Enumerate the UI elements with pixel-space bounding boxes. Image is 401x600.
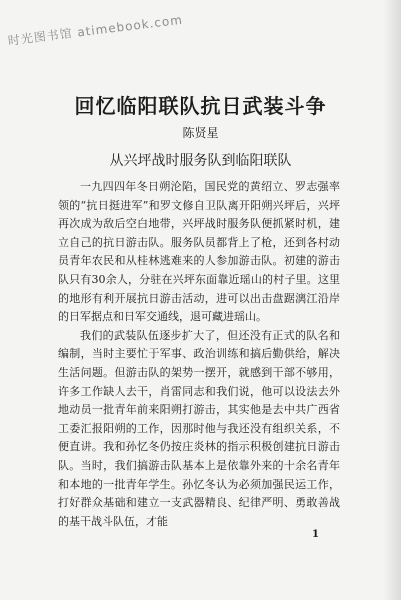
paragraph-1: 一九四四年冬日朔沦陷，国民党的黄绍立、罗志强率领的“抗日挺进军”和罗文修自卫队离开阳朔兴坪后，兴坪再次成为敌后空白地带，兴坪战时服务队便抓紧时机，建立自己的抗日游击队。服务队员都背上了枪，还到各村动员青年农民和从桂林逃难来的人参加游击队。初建的游击队只有30余人，分驻在兴坪东面靠近瑶山的村子里。这里的地形有利开展抗日游击活动，进可以出击盘踞漓江沿岸的日军据点和日军交通线，退可藏进瑶山。 [58, 180, 340, 324]
paragraph-2: 我们的武装队伍逐步扩大了，但还没有正式的队名和编制，当时主要忙于军事、政治训练和搞后勤供给，解决生活问题。但游击队的架势一摆开，就感到干部不够用，许多工作缺人去干，肖雷同志和我们说，他可以设法去外地动员一批青年前来阳朔打游击，其实他是去中共广西省工委汇报阳朔的工作，因那时他与我还没有组织关系，不便直讲。我和孙忆冬仍按庄炎林的指示积极创建抗日游击队。当时，我们搞游击队基本上是依靠外来的十余名青年和本地的一批青年学生。孙忆冬认为必须加强民运工作，打好群众基础和建立一支武器精良、纪律严明、勇敢善战的基干战斗队伍，才能 [58, 328, 340, 528]
section-subtitle: 从兴坪战时服务队到临阳联队 [109, 153, 292, 169]
article-title: 回忆临阳联队抗日武装斗争 [74, 94, 327, 118]
page-number: 1 [312, 529, 319, 540]
watermark: 时光图书馆 atimebook.com [7, 12, 184, 48]
author-name: 陈贤星 [182, 126, 219, 140]
article-body [58, 178, 340, 531]
